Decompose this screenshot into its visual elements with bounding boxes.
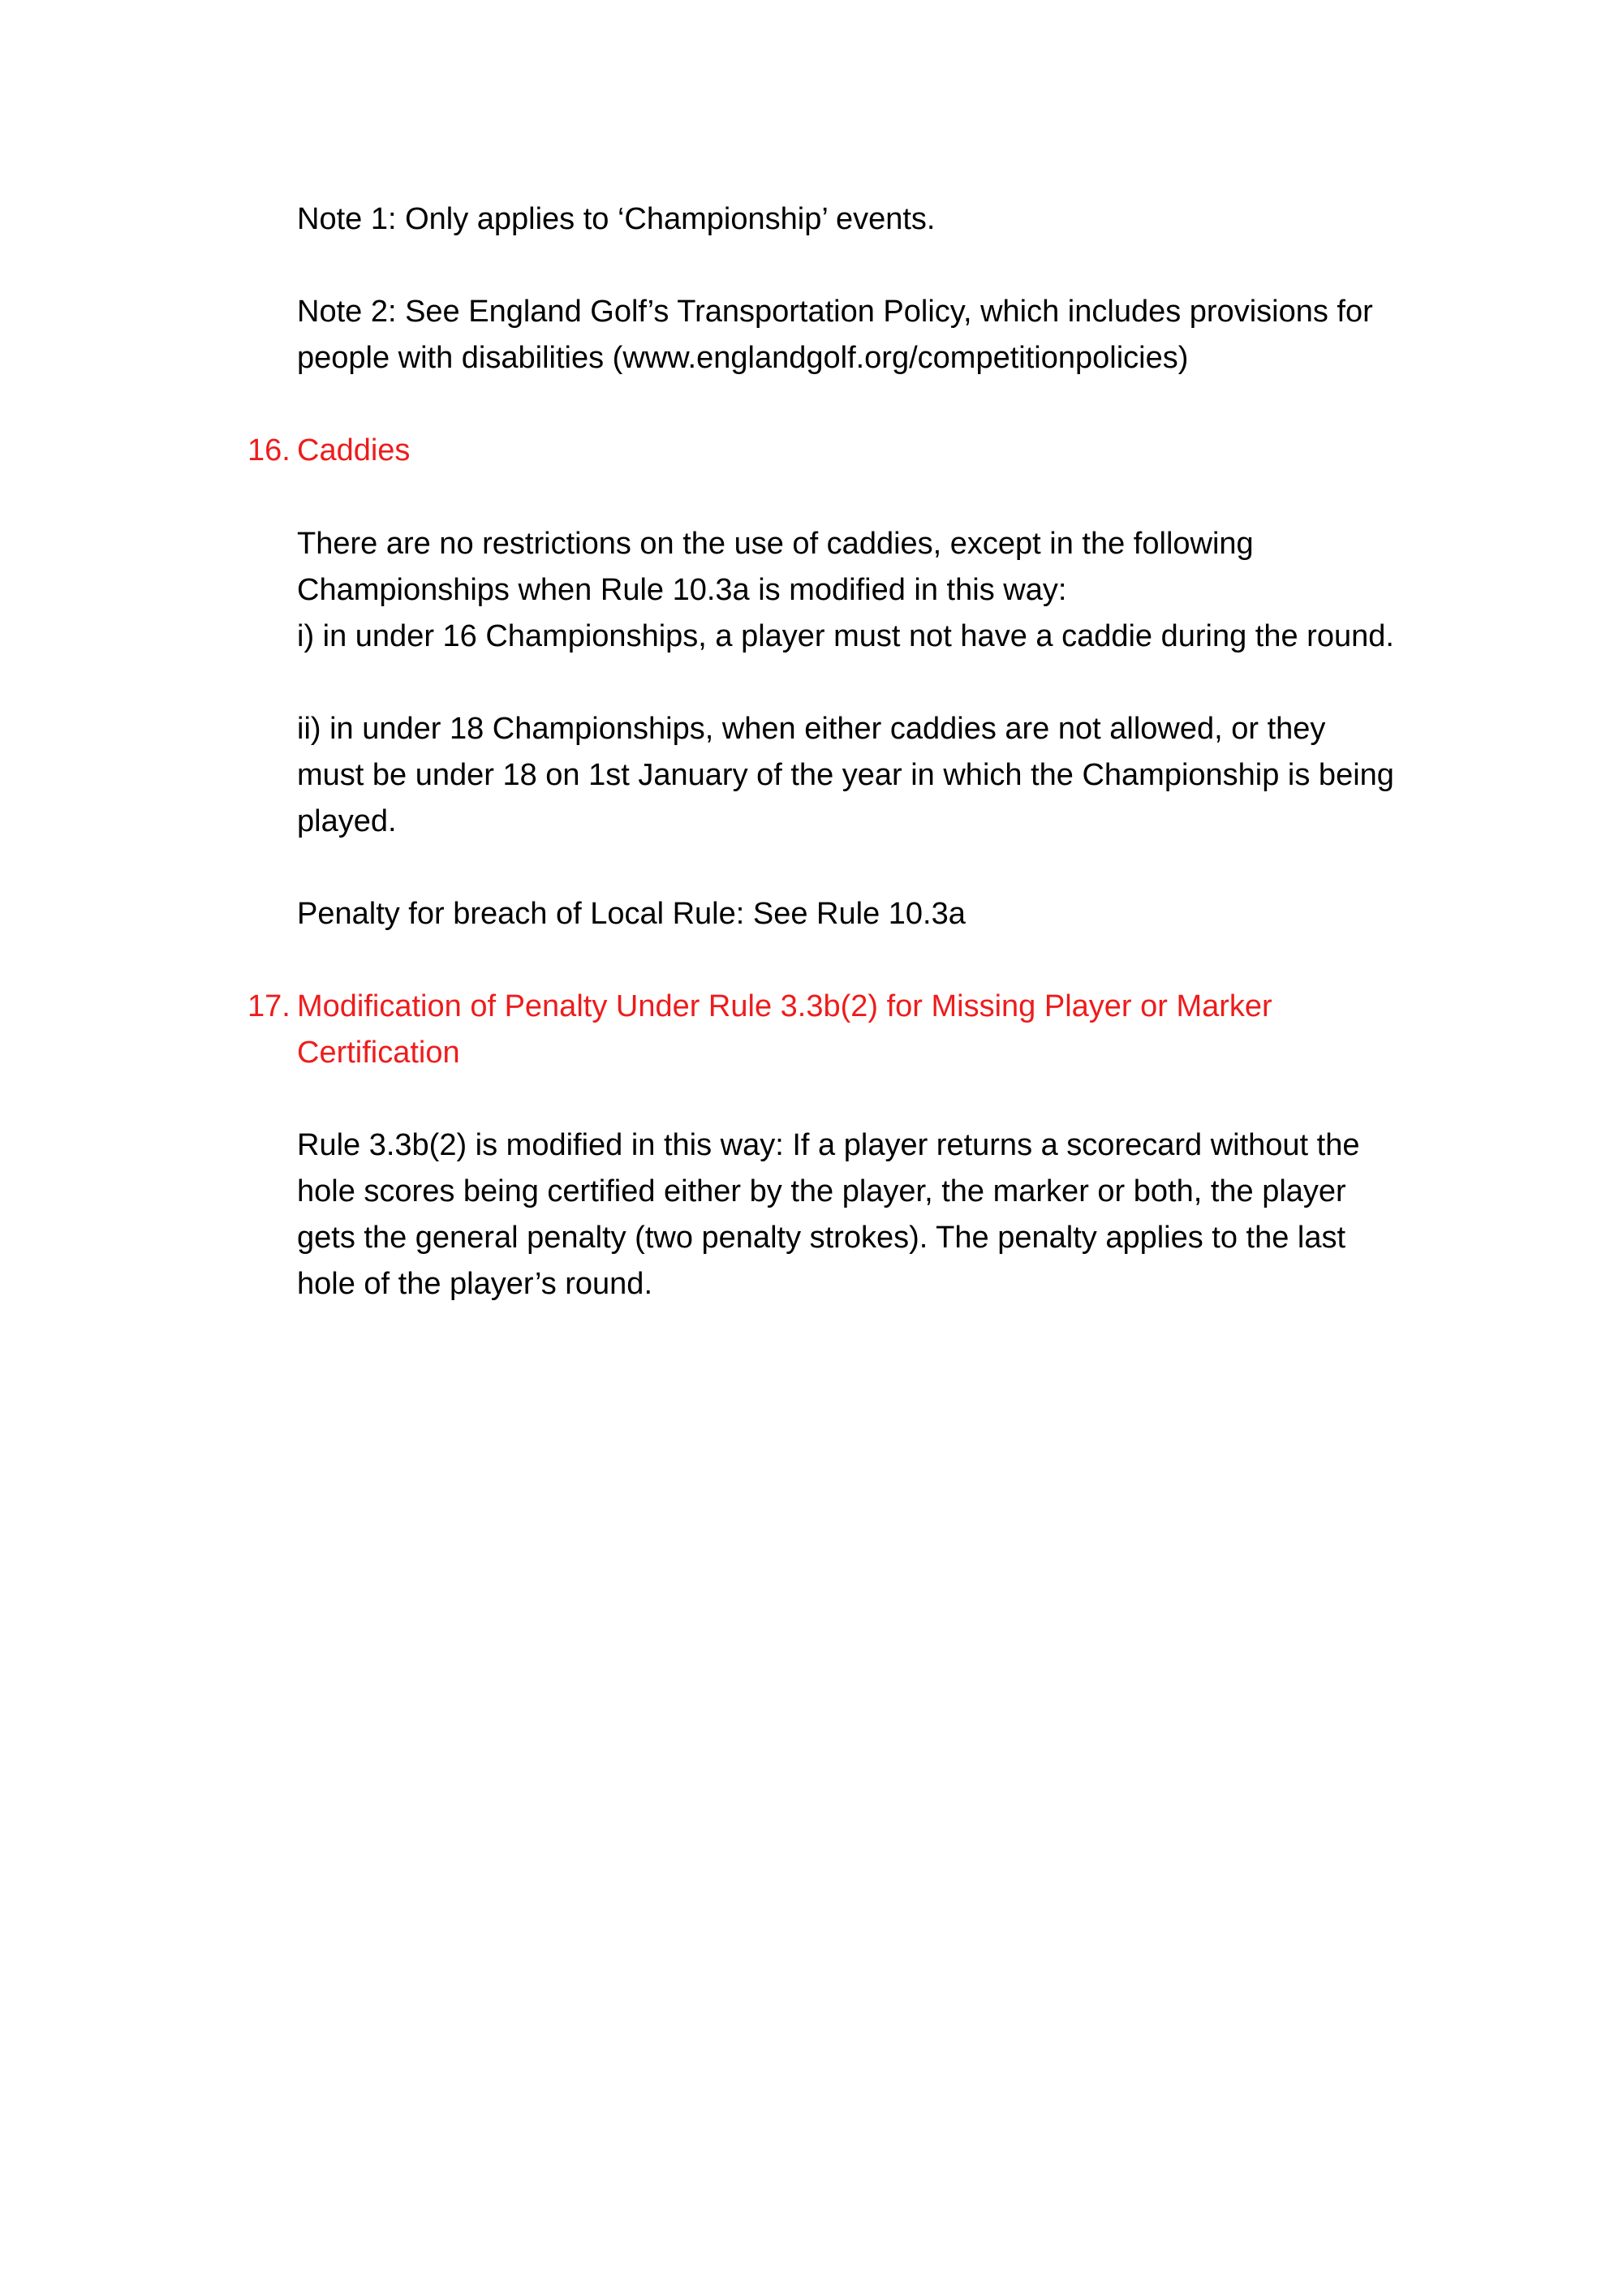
section-17-number: 17. — [248, 989, 291, 1023]
section-16-number: 16. — [248, 433, 291, 467]
section-17-body-line-4: hole of the player’s round. — [297, 1267, 653, 1301]
section-16-heading — [248, 428, 1449, 474]
caddies-paragraph-line-3: i) in under 16 Championships, a player must not have a caddie during the round. — [297, 619, 1394, 653]
note-2-line-1: Note 2: See England Golf’s Transportation Policy, which includes provisions for — [297, 295, 1373, 329]
section-17-body-line-1: Rule 3.3b(2) is modified in this way: If a player returns a scorecard without the — [297, 1128, 1360, 1162]
section-17-title-line-2: Certification — [297, 1036, 460, 1070]
caddies-paragraph-line-2: Championships when Rule 10.3a is modified in this way: — [297, 573, 1067, 607]
section-17-title — [297, 984, 1449, 1076]
section-16-title: Caddies — [297, 433, 411, 467]
section-17-body-line-3: gets the general penalty (two penalty strokes). The penalty applies to the last — [297, 1221, 1346, 1255]
note-1: Note 1: Only applies to ‘Championship’ events. — [297, 202, 936, 236]
caddies-item-ii-line-2: must be under 18 on 1st January of the year in which the Championship is being — [297, 758, 1394, 792]
caddies-paragraph-line-1: There are no restrictions on the use of caddies, except in the following — [297, 527, 1254, 561]
caddies-item-ii-line-3: played. — [297, 804, 397, 838]
caddies-item-ii-line-1: ii) in under 18 Championships, when either caddies are not allowed, or they — [297, 712, 1326, 746]
caddies-penalty: Penalty for breach of Local Rule: See Rule 10.3a — [297, 897, 966, 931]
note-2-line-2: people with disabilities (www.englandgolf.org/competitionpolicies) — [297, 341, 1189, 375]
section-17-heading — [248, 984, 1449, 1076]
section-17-title-line-1: Modification of Penalty Under Rule 3.3b(2) for Missing Player or Marker — [297, 989, 1272, 1023]
section-17-body-line-2: hole scores being certified either by the player, the marker or both, the player — [297, 1174, 1346, 1208]
